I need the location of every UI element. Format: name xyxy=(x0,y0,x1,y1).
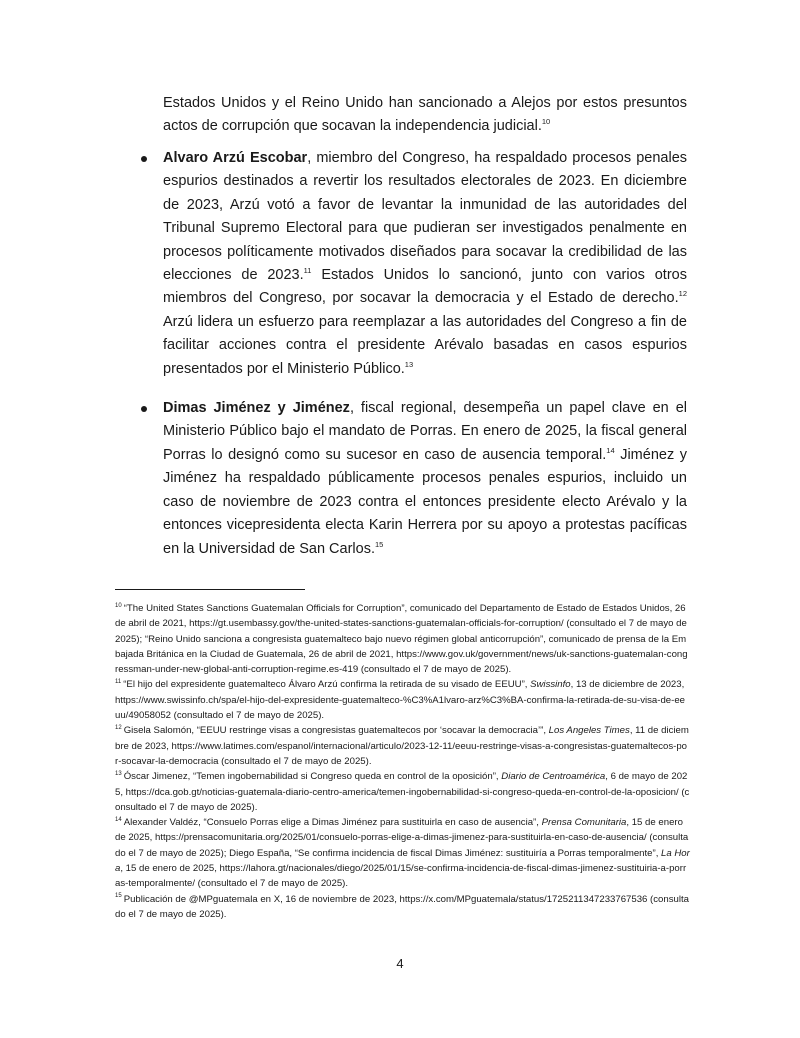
footnote-number: 15 xyxy=(115,893,122,900)
footnote-ref-14[interactable]: 14 xyxy=(606,446,615,456)
source-title: Los Angeles Times xyxy=(548,725,630,737)
footnote-ref-10[interactable]: 10 xyxy=(541,117,551,127)
footnote-number: 13 xyxy=(115,771,122,778)
footnote-ref-12[interactable]: 12 xyxy=(678,289,687,299)
footnote-separator xyxy=(115,589,305,590)
continuation-text: Estados Unidos y el Reino Unido han sancionado a Alejos por estos presuntos actos de corrupción que socavan la independencia judicial. xyxy=(163,95,687,135)
person-name: Alvaro Arzú Escobar xyxy=(163,150,308,166)
source-title: Diario de Centroamérica xyxy=(501,771,606,783)
footnote-12 xyxy=(115,723,690,769)
bullet-item-arzu xyxy=(163,147,687,381)
footnote-number: 12 xyxy=(115,725,122,732)
footnote-11 xyxy=(115,677,690,723)
footnote-text: Alexander Valdéz, “Consuelo Porras elige a Dimas Jiménez para sustituirla en caso de ausencia”, xyxy=(123,817,542,829)
sanctioned-persons-list xyxy=(163,147,687,577)
bullet-text: Jiménez y Jiménez ha respaldado públicamente procesos penales espurios, incluido un caso de noviembre de 2023 contra el entonces presidente electo Arévalo y la entonces vicepresidenta electa Karin Herrera por su apoyo a protestas pacíficas en la Universidad de San Carlos. xyxy=(163,446,688,557)
continuation-paragraph xyxy=(163,92,687,139)
footnote-text: , 15 de enero de 2025, https://lahora.gt/nacionales/diego/2025/01/15/se-confirma-incidencia-de-fiscal-dimas-jimenez-sustituiria-a-porras-temporalmente/ (consultado el 7 de mayo de 2025). xyxy=(115,863,687,890)
bullet-dot-icon xyxy=(141,406,147,412)
footnote-text: , 13 de diciembre de 2023, https://www.swissinfo.ch/spa/el-hijo-del-expresidente-guatemalteco-%C3%A1lvaro-arz%C3%BA-confirma-la-retirada-de-su-visa-de-eeuu/49058052 (consultado el 7 de mayo de 2025). xyxy=(115,679,685,722)
bullet-text: Estados Unidos lo sancionó, junto con varios otros miembros del Congreso, por socavar la democracia y el Estado de derecho. xyxy=(163,267,687,307)
person-name: Dimas Jiménez y Jiménez xyxy=(163,400,350,417)
footnote-text: , 11 de diciembre de 2023, https://www.latimes.com/espanol/internacional/articulo/2023-12-11/eeuu-restringe-visas-a-congresistas-guatemaltecos-por-socavar-la-democracia (consultado el 7 de mayo de 2025). xyxy=(115,725,689,767)
footnote-text: , 15 de enero de 2025, https://prensacomunitaria.org/2025/01/consuelo-porras-elige-a-dimas-jimenez-para-sustituirla-en-caso-de-ausencia/ (consultado el 7 de mayo de 2025); Diego España, “Se confirma incidencia de fiscal Dimas Jiménez: sustituiría a Porras temporalmente”, xyxy=(115,817,689,859)
footnote-14 xyxy=(115,815,690,891)
footnote-number: 11 xyxy=(115,679,122,686)
footnote-10 xyxy=(115,601,690,677)
source-title: Prensa Comunitaria xyxy=(541,817,627,829)
footnote-number: 10 xyxy=(115,602,122,609)
footnote-text: Óscar Jimenez, “Temen ingobernabilidad si Congreso queda en control de la oposición”, xyxy=(123,771,502,783)
footnote-ref-11[interactable]: 11 xyxy=(303,266,312,276)
bullet-text: , fiscal regional, desempeña un papel clave en el Ministerio Público bajo el mandato de Porras. En enero de 2025, la fiscal general Porras lo designó como su sucesor en caso de ausencia temporal. xyxy=(163,400,687,463)
footnote-ref-15[interactable]: 15 xyxy=(374,539,384,549)
footnote-text: Gisela Salomón, “EEUU restringe visas a congresistas guatemaltecos por ‘socavar la democracia’”, xyxy=(123,725,549,737)
bullet-text: , miembro del Congreso, ha respaldado procesos penales espurios destinados a revertir los resultados electorales de 2023. En diciembre de 2023, Arzú votó a favor de levantar la inmunidad de las autoridades del Tribunal Supremo Electoral para que pudieran ser investigados penalmente en procesos políticamente motivados diseñados para socavar la credibilidad de las elecciones de 2023. xyxy=(163,150,688,284)
source-title: Swissinfo xyxy=(530,679,571,691)
footnote-15 xyxy=(115,892,690,923)
footnote-number: 14 xyxy=(115,816,122,823)
bullet-dot-icon xyxy=(141,156,147,162)
bullet-text: Arzú lidera un esfuerzo para reemplazar a las autoridades del Congreso a fin de facilitar acciones contra el presidente Arévalo basadas en casos espurios presentados por el Ministerio Público. xyxy=(163,313,687,377)
source-title: La Hora xyxy=(115,847,690,875)
page-number: 4 xyxy=(396,956,404,971)
footnote-ref-13[interactable]: 13 xyxy=(404,359,414,369)
footnote-text: “The United States Sanctions Guatemalan Officials for Corruption”, comunicado del Departamento de Estado de Estados Unidos, 26 de abril de 2021, https://gt.usembassy.gov/the-united-states-sanctions-guatemalan-officials-for-corruption/ (consultado el 7 de mayo de 2025); “Reino Unido sanciona a congresista guatemalteco bajo nuevo régimen global anticorrupción”, comunicado de prensa de la Embajada Británica en la Ciudad de Guatemala, 26 de abril de 2021, https://www.gov.uk/government/news/uk-sanctions-guatemalan-congressman-under-new-global-anti-corruption-regime.es-419 (consultado el 7 de mayo de 2025). xyxy=(115,603,688,676)
footnote-13 xyxy=(115,769,690,815)
footnote-text: , 6 de mayo de 2025, https://dca.gob.gt/noticias-guatemala-diario-centro-america/temen-ingobernabilidad-si-congreso-queda-en-control-de-la-oposicion/ (consultado el 7 de mayo de 2025). xyxy=(115,771,690,813)
bullet-item-jimenez xyxy=(163,397,687,561)
footnote-text: Publicación de @MPguatemala en X, 16 de noviembre de 2023, https://x.com/MPguatemala/status/1725211347233767536 (consultado el 7 de mayo de 2025). xyxy=(115,893,689,920)
footnote-text: “El hijo del expresidente guatemalteco Álvaro Arzú confirma la retirada de su visado de EEUU”, xyxy=(123,679,531,691)
footnotes-list xyxy=(115,601,690,922)
